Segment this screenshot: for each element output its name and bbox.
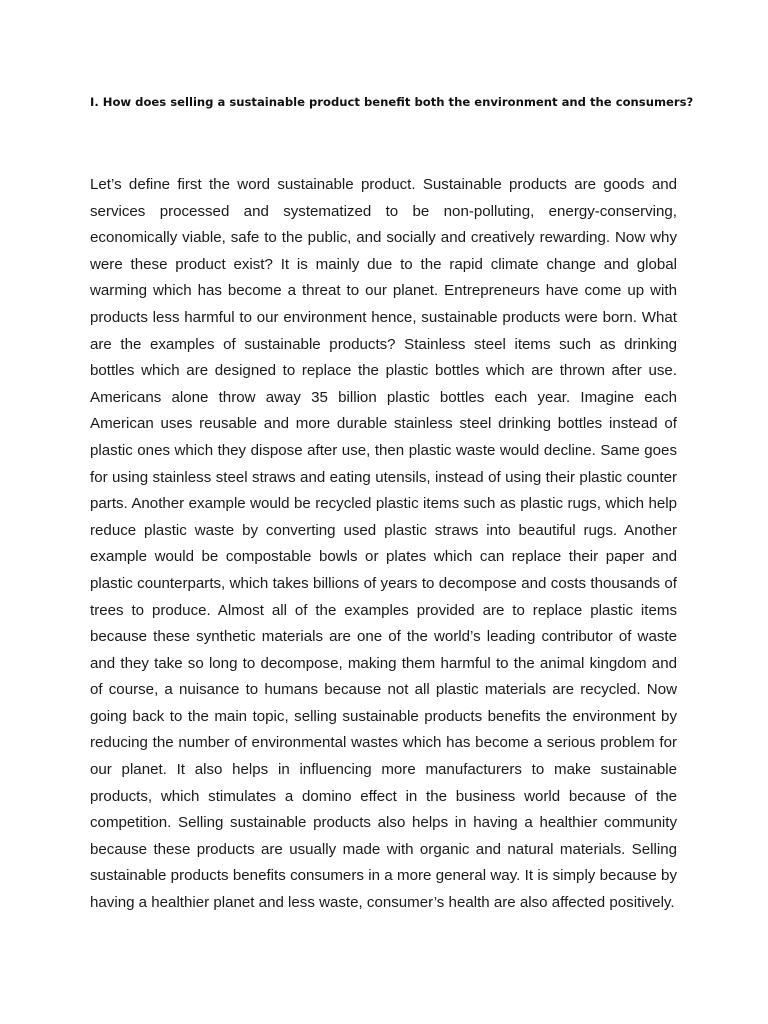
body-paragraph: Let’s define first the word sustainable product. Sustainable products are goods and services processed and systematized to be non-polluting, energy-conserving, economically viable, safe to the public, and socially and creatively rewarding. Now why were these product exist? It is mainly due to the rapid climate change and global warming which has become a threat to our planet. Entrepreneurs have come up with products less harmful to our environment hence, sustainable products were born. What are the examples of sustainable products? Stainless steel items such as drinking bottles which are designed to replace the plastic bottles which are thrown after use. Americans alone throw away 35 billion plastic bottles each year. Imagine each American uses reusable and more durable stainless steel drinking bottles instead of plastic ones which they dispose after use, then plastic waste would decline. Same goes for using stainless steel straws and eating utensils, instead of using their plastic counter parts. Another example would be recycled plastic items such as plastic rugs, which help reduce plastic waste by converting used plastic straws into beautiful rugs. Another example would be compostable bowls or plates which can replace their paper and plastic counterparts, which takes billions of years to decompose and costs thousands of trees to produce. Almost all of the examples provided are to replace plastic items because these synthetic materials are one of the world’s leading contributor of waste and they take so long to decompose, making them harmful to the animal kingdom and of course, a nuisance to humans because not all plastic materials are recycled. Now going back to the main topic, selling sustainable products benefits the environment by reducing the number of environmental wastes which has become a serious problem for our planet. It also helps in influencing more manufacturers to make sustainable products, which stimulates a domino effect in the business world because of the competition. Selling sustainable products also helps in having a healthier community because these products are usually made with organic and natural materials. Selling sustainable products benefits consumers in a more general way. It is simply because by having a healthier planet and less waste, consumer’s health are also affected positively. <box>90 176 677 912</box>
section-heading: I. How does selling a sustainable product benefit both the environment and the consumers? <box>90 95 694 109</box>
